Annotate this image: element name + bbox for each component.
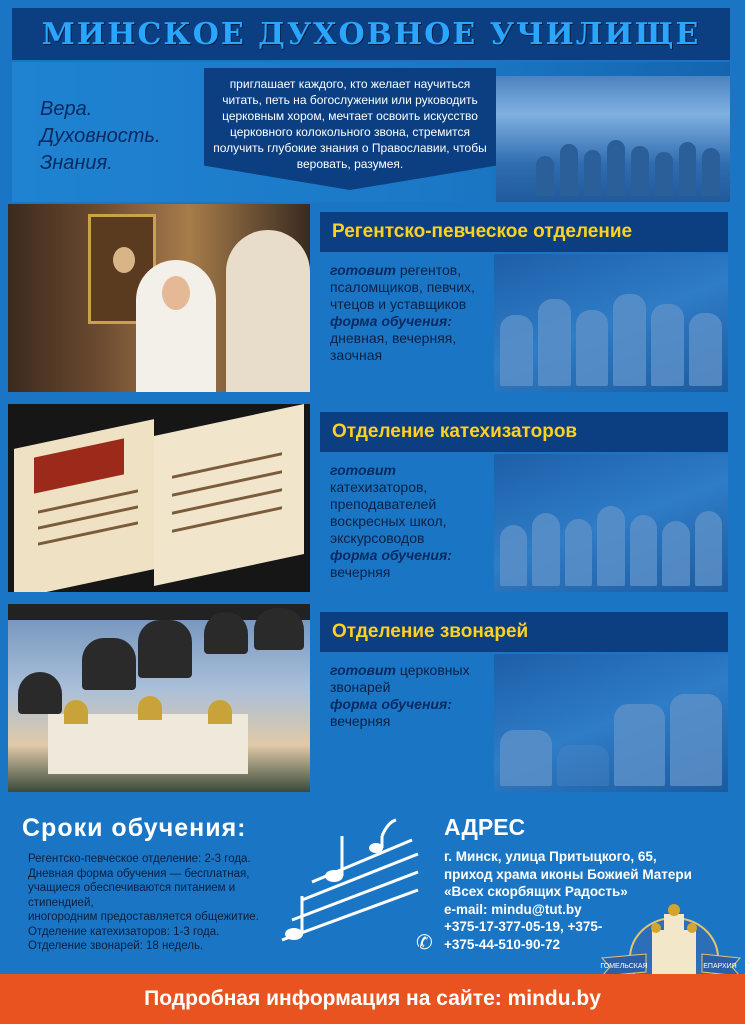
terms-line: Отделение катехизаторов: 1-3 года. (28, 925, 220, 938)
section-bellringers (8, 604, 728, 792)
bell (18, 672, 62, 714)
photo-people (536, 136, 720, 196)
section-description (330, 662, 498, 730)
form-text: вечерняя (330, 713, 391, 729)
phone-line: +375-44-510-90-72 (444, 936, 560, 952)
prepares-label: готовит (330, 662, 396, 678)
choir-photo (8, 204, 310, 392)
music-notes-icon (272, 816, 422, 956)
bell (82, 638, 136, 690)
section-title: Отделение звонарей (320, 612, 728, 652)
prepares-text: катехизаторов, преподавателей воскресных школ, экскурсоводов (330, 479, 447, 546)
section-title: Регентско-певческое отделение (320, 212, 728, 252)
address-line: приход храма иконы Божией Матери (444, 866, 692, 882)
terms-list (28, 852, 298, 954)
group-photo (496, 76, 730, 202)
prepares-text: церковных звонарей (330, 662, 470, 695)
header-banner (12, 8, 730, 60)
bell (204, 612, 248, 654)
terms-line: иногородним предоставляется общежитие. (28, 911, 259, 923)
email-text: e-mail: mindu@tut.by (444, 901, 582, 917)
intro-block (12, 62, 730, 202)
form-label: форма обучения: (330, 696, 452, 712)
terms-title: Сроки обучения: (22, 814, 247, 842)
bellringer-photo (494, 654, 728, 792)
section-catechists (8, 404, 728, 592)
phone-line: +375-17-377-05-19, +375- (444, 919, 603, 934)
terms-line: Регентско-певческое отделение: 2-3 года. (28, 853, 251, 865)
choir-group-photo (494, 254, 728, 392)
emblem-ribbon-left: ГОМЕЛЬСКАЯ (600, 963, 648, 970)
section-title: Отделение катехизаторов (320, 412, 728, 452)
intro-text: приглашает каждого, кто желает научиться читать, петь на богослужении или руководить церковным хором, мечтает освоить искусство церковного колокольного звона, стремится получить глубокие знания о Православии, чтобы веровать, разумея. (213, 77, 487, 171)
prepares-label: готовит (330, 462, 396, 478)
motto-line: Вера. (40, 98, 93, 120)
form-label: форма обучения: (330, 547, 452, 563)
address-title: АДРЕС (444, 814, 526, 840)
bell (254, 608, 304, 650)
form-text: вечерняя (330, 564, 391, 580)
emblem-ribbon-right: ЕПАРХИЯ (703, 963, 737, 970)
catechists-group-photo (494, 454, 728, 592)
bell (138, 620, 192, 678)
section-regency (8, 204, 728, 392)
bells-photo (8, 604, 310, 792)
section-description (330, 262, 498, 364)
terms-line: Дневная форма обучения — бесплатная, (28, 867, 250, 880)
footer-info (0, 796, 745, 982)
scarf-figure (226, 230, 310, 392)
section-description (330, 462, 498, 581)
website-banner (0, 974, 745, 1024)
motto-line: Знания. (40, 152, 113, 174)
address-line: «Всех скорбящих Радость» (444, 884, 628, 899)
book-photo (8, 404, 310, 592)
motto-line: Духовность. (40, 125, 161, 147)
form-text: дневная, вечерняя, заочная (330, 330, 457, 363)
motto (40, 96, 161, 177)
terms-line: Отделение звонарей: 18 недель. (28, 940, 204, 952)
page-title: МИНСКОЕ ДУХОВНОЕ УЧИЛИЩЕ (41, 16, 701, 52)
address-line: г. Минск, улица Притыцкого, 65, (444, 849, 657, 864)
prepares-label: готовит (330, 262, 396, 278)
terms-line: учащиеся обеспечиваются питанием и стипендией, (28, 882, 236, 909)
form-label: форма обучения: (330, 313, 452, 329)
phone-icon: ✆ (416, 932, 433, 954)
prepares-text: регентов, псаломщиков, певчих, чтецов и уставщиков (330, 262, 475, 312)
website-text: Подробная информация на сайте: mindu.by (144, 987, 601, 1010)
